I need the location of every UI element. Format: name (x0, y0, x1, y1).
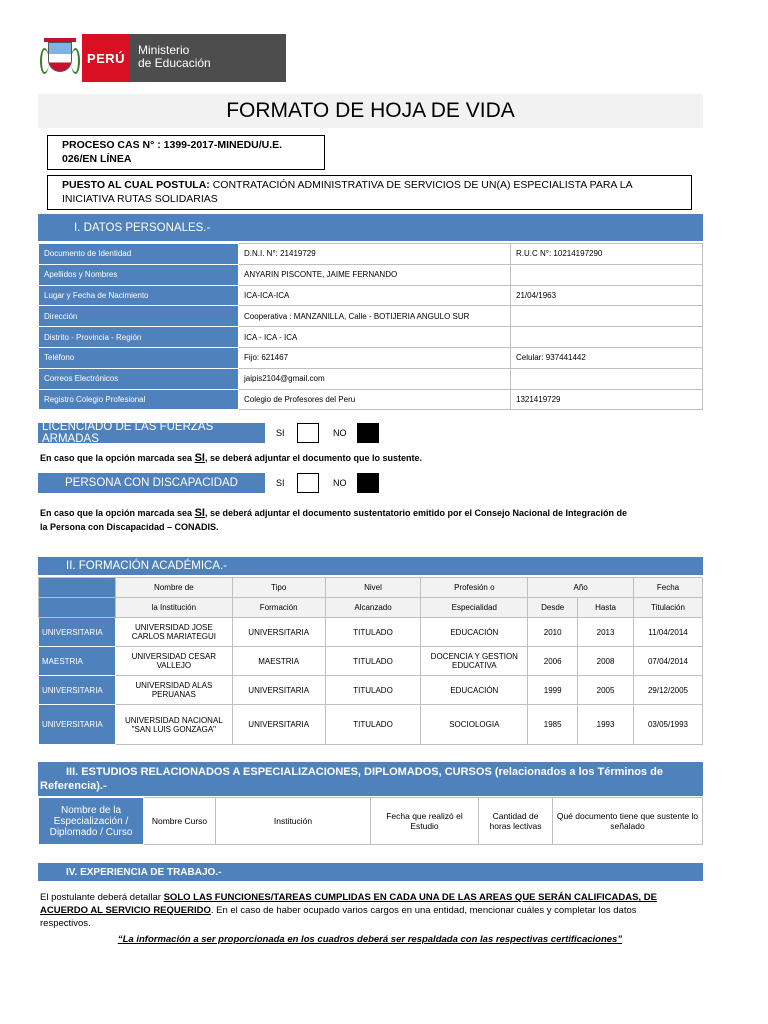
personal-row (39, 285, 703, 306)
formacion-row (39, 618, 703, 647)
formacion-tipo: UNIVERSITARIA (232, 705, 325, 745)
formacion-nivel: TITULADO (325, 676, 421, 705)
logo-ministry: Ministerio de Educación (130, 34, 286, 82)
personal-value[interactable]: Fijo: 621467 (239, 347, 511, 368)
discapacidad-si-label: SI (276, 478, 285, 488)
formacion-desde: 1985 (528, 705, 578, 745)
personal-label: Documento de Identidad (39, 244, 239, 265)
formacion-nivel: TITULADO (325, 618, 421, 647)
formacion-grado: MAESTRIA (39, 647, 116, 676)
formacion-hasta: 2008 (578, 647, 634, 676)
personal-label: Correos Electrónicos (39, 368, 239, 389)
personal-row (39, 347, 703, 368)
proceso-box: PROCESO CAS N° : 1399-2017-MINEDU/U.E. 026/EN LÍNEA (47, 135, 325, 170)
licenciado-note: En caso que la opción marcada sea SI, se deberá adjuntar el documento que lo sustente. (40, 452, 423, 464)
personal-value[interactable]: ICA-ICA-ICA (239, 285, 511, 306)
formacion-row (39, 705, 703, 745)
col-nombre: Nombre de (115, 578, 232, 598)
formacion-tipo: MAESTRIA (232, 647, 325, 676)
formacion-table: Nombre de Tipo Nivel Profesión o Año Fecha la Institución Formación Alcanzado Especialidad Desde Hasta Titulación UNIVERSITARIA UNIVERSIDAD JOSE CARLOS MARIATEGUI UNIVERSITARIA TITULADO EDUCACIÓN 2010 2013 11/04/2014 MAESTRIA UNIVERSIDAD CESAR VALLEJO MAESTRIA TITULADO DOCENCIA Y GESTION EDUCATIVA 2006 2008 07/04/2014 UNIVERSITARIA UNIVERSIDAD ALAS PERUANAS UNIVERSITARIA TITULADO EDUCACIÓN 1999 2005 29/12/2005 UNIVERSITARIA UNIVERSIDAD NACIONAL "SAN LUIS GONZAGA" UNIVERSITARIA TITULADO SOCIOLOGIA 1985 1993 03/05/1993 (38, 577, 703, 745)
personal-value-2[interactable]: 21/04/1963 (511, 285, 703, 306)
minedu-logo (38, 34, 286, 82)
est-col-curso: Nombre Curso (144, 798, 216, 845)
formacion-grado: UNIVERSITARIA (39, 618, 116, 647)
personal-row (39, 327, 703, 348)
licenciado-no-label: NO (333, 428, 347, 438)
personal-value[interactable]: jaipis2104@gmail.com (239, 368, 511, 389)
formacion-hasta: 1993 (578, 705, 634, 745)
personal-label: Distrito - Provincia - Región (39, 327, 239, 348)
personal-value[interactable]: Cooperativa : MANZANILLA, Calle - BOTIJERIA ANGULO SUR (239, 306, 511, 327)
personal-label: Apellidos y Nombres (39, 264, 239, 285)
formacion-institucion: UNIVERSIDAD JOSE CARLOS MARIATEGUI (115, 618, 232, 647)
discapacidad-si-checkbox[interactable] (297, 473, 319, 493)
datos-personales-table (38, 243, 703, 410)
formacion-fecha: 03/05/1993 (634, 705, 703, 745)
col-hasta: Hasta (578, 598, 634, 618)
personal-row (39, 389, 703, 410)
personal-label: Lugar y Fecha de Nacimiento (39, 285, 239, 306)
discapacidad-note: En caso que la opción marcada sea SI, se deberá adjuntar el documento sustentatorio emitido por el Consejo Nacional de Integración de la Persona con Discapacidad – CONADIS. (40, 507, 628, 532)
formacion-profesion: EDUCACIÓN (421, 618, 528, 647)
personal-row (39, 244, 703, 265)
formacion-institucion: UNIVERSIDAD NACIONAL "SAN LUIS GONZAGA" (115, 705, 232, 745)
discapacidad-no-checkbox[interactable] (357, 473, 379, 493)
personal-value-2[interactable]: 1321419729 (511, 389, 703, 410)
formacion-desde: 2006 (528, 647, 578, 676)
estudios-table (38, 797, 703, 845)
personal-value[interactable]: D.N.I. N°: 21419729 (239, 244, 511, 265)
personal-value-2[interactable] (511, 264, 703, 285)
personal-value-2[interactable] (511, 327, 703, 348)
formacion-header: II. FORMACIÓN ACADÉMICA.- (38, 557, 703, 575)
formacion-grado: UNIVERSITARIA (39, 705, 116, 745)
formacion-profesion: EDUCACIÓN (421, 676, 528, 705)
est-col-institucion: Institución (216, 798, 371, 845)
col-anio: Año (528, 578, 634, 598)
est-col-documento: Qué documento tiene que sustente lo señalado (553, 798, 703, 845)
col-nivel: Nivel (325, 578, 421, 598)
licenciado-si-checkbox[interactable] (297, 423, 319, 443)
datos-personales-header: I. DATOS PERSONALES.- (38, 214, 703, 241)
formacion-institucion: UNIVERSIDAD CESAR VALLEJO (115, 647, 232, 676)
personal-value-2[interactable]: R.U.C N°: 10214197290 (511, 244, 703, 265)
est-col-nombre: Nombre de la Especialización / Diplomado / Curso (39, 798, 144, 845)
formacion-tipo: UNIVERSITARIA (232, 676, 325, 705)
formacion-row (39, 647, 703, 676)
experiencia-instructions: El postulante deberá detallar SOLO LAS FUNCIONES/TAREAS CUMPLIDAS EN CADA UNA DE LAS AREAS QUE SERÁN CALIFICADAS, DE ACUERDO AL SERVICIO REQUERIDO. En el caso de haber ocupado varios cargos en una entidad, mencionar cuáles y completar los datos respectivos. (40, 892, 657, 929)
page-title: FORMATO DE HOJA DE VIDA (38, 94, 703, 128)
formacion-tipo: UNIVERSITARIA (232, 618, 325, 647)
col-profesion: Profesión o (421, 578, 528, 598)
formacion-fecha: 07/04/2014 (634, 647, 703, 676)
estudios-header: III. ESTUDIOS RELACIONADOS A ESPECIALIZACIONES, DIPLOMADOS, CURSOS (relacionados a los Términos de Referencia).- (38, 762, 703, 796)
personal-value-2[interactable] (511, 368, 703, 389)
formacion-fecha: 29/12/2005 (634, 676, 703, 705)
personal-value[interactable]: ICA - ICA - ICA (239, 327, 511, 348)
formacion-hasta: 2005 (578, 676, 634, 705)
personal-row (39, 306, 703, 327)
personal-label: Teléfono (39, 347, 239, 368)
personal-row (39, 264, 703, 285)
formacion-nivel: TITULADO (325, 647, 421, 676)
discapacidad-label: PERSONA CON DISCAPACIDAD (38, 473, 265, 493)
formacion-profesion: SOCIOLOGIA (421, 705, 528, 745)
experiencia-quote: “La información a ser proporcionada en los cuadros deberá ser respaldada con las respectivas certificaciones” (117, 934, 623, 945)
peru-coat-of-arms-icon (38, 34, 82, 82)
personal-value[interactable]: Colegio de Profesores del Peru (239, 389, 511, 410)
licenciado-label: LICENCIADO DE LAS FUERZAS ARMADAS (38, 423, 265, 443)
licenciado-no-checkbox[interactable] (357, 423, 379, 443)
formacion-nivel: TITULADO (325, 705, 421, 745)
personal-value-2[interactable]: Celular: 937441442 (511, 347, 703, 368)
formacion-profesion: DOCENCIA Y GESTION EDUCATIVA (421, 647, 528, 676)
logo-country: PERÚ (82, 34, 130, 82)
personal-label: Registro Colegio Profesional (39, 389, 239, 410)
col-tipo: Tipo (232, 578, 325, 598)
formacion-desde: 2010 (528, 618, 578, 647)
formacion-row (39, 676, 703, 705)
formacion-institucion: UNIVERSIDAD ALAS PERUANAS (115, 676, 232, 705)
est-col-fecha: Fecha que realizó el Estudio (371, 798, 479, 845)
col-desde: Desde (528, 598, 578, 618)
personal-row (39, 368, 703, 389)
formacion-fecha: 11/04/2014 (634, 618, 703, 647)
puesto-box: PUESTO AL CUAL POSTULA: CONTRATACIÓN ADMINISTRATIVA DE SERVICIOS DE UN(A) ESPECIALISTA PARA LA INICIATIVA RUTAS SOLIDARIAS (47, 175, 692, 210)
formacion-desde: 1999 (528, 676, 578, 705)
est-col-horas: Cantidad de horas lectivas (479, 798, 553, 845)
personal-label: Dirección (39, 306, 239, 327)
experiencia-header: IV. EXPERIENCIA DE TRABAJO.- (38, 863, 703, 881)
licenciado-si-label: SI (276, 428, 285, 438)
formacion-grado: UNIVERSITARIA (39, 676, 116, 705)
personal-value-2[interactable] (511, 306, 703, 327)
formacion-hasta: 2013 (578, 618, 634, 647)
personal-value[interactable]: ANYARIN PISCONTE, JAIME FERNANDO (239, 264, 511, 285)
col-fecha: Fecha (634, 578, 703, 598)
discapacidad-no-label: NO (333, 478, 347, 488)
